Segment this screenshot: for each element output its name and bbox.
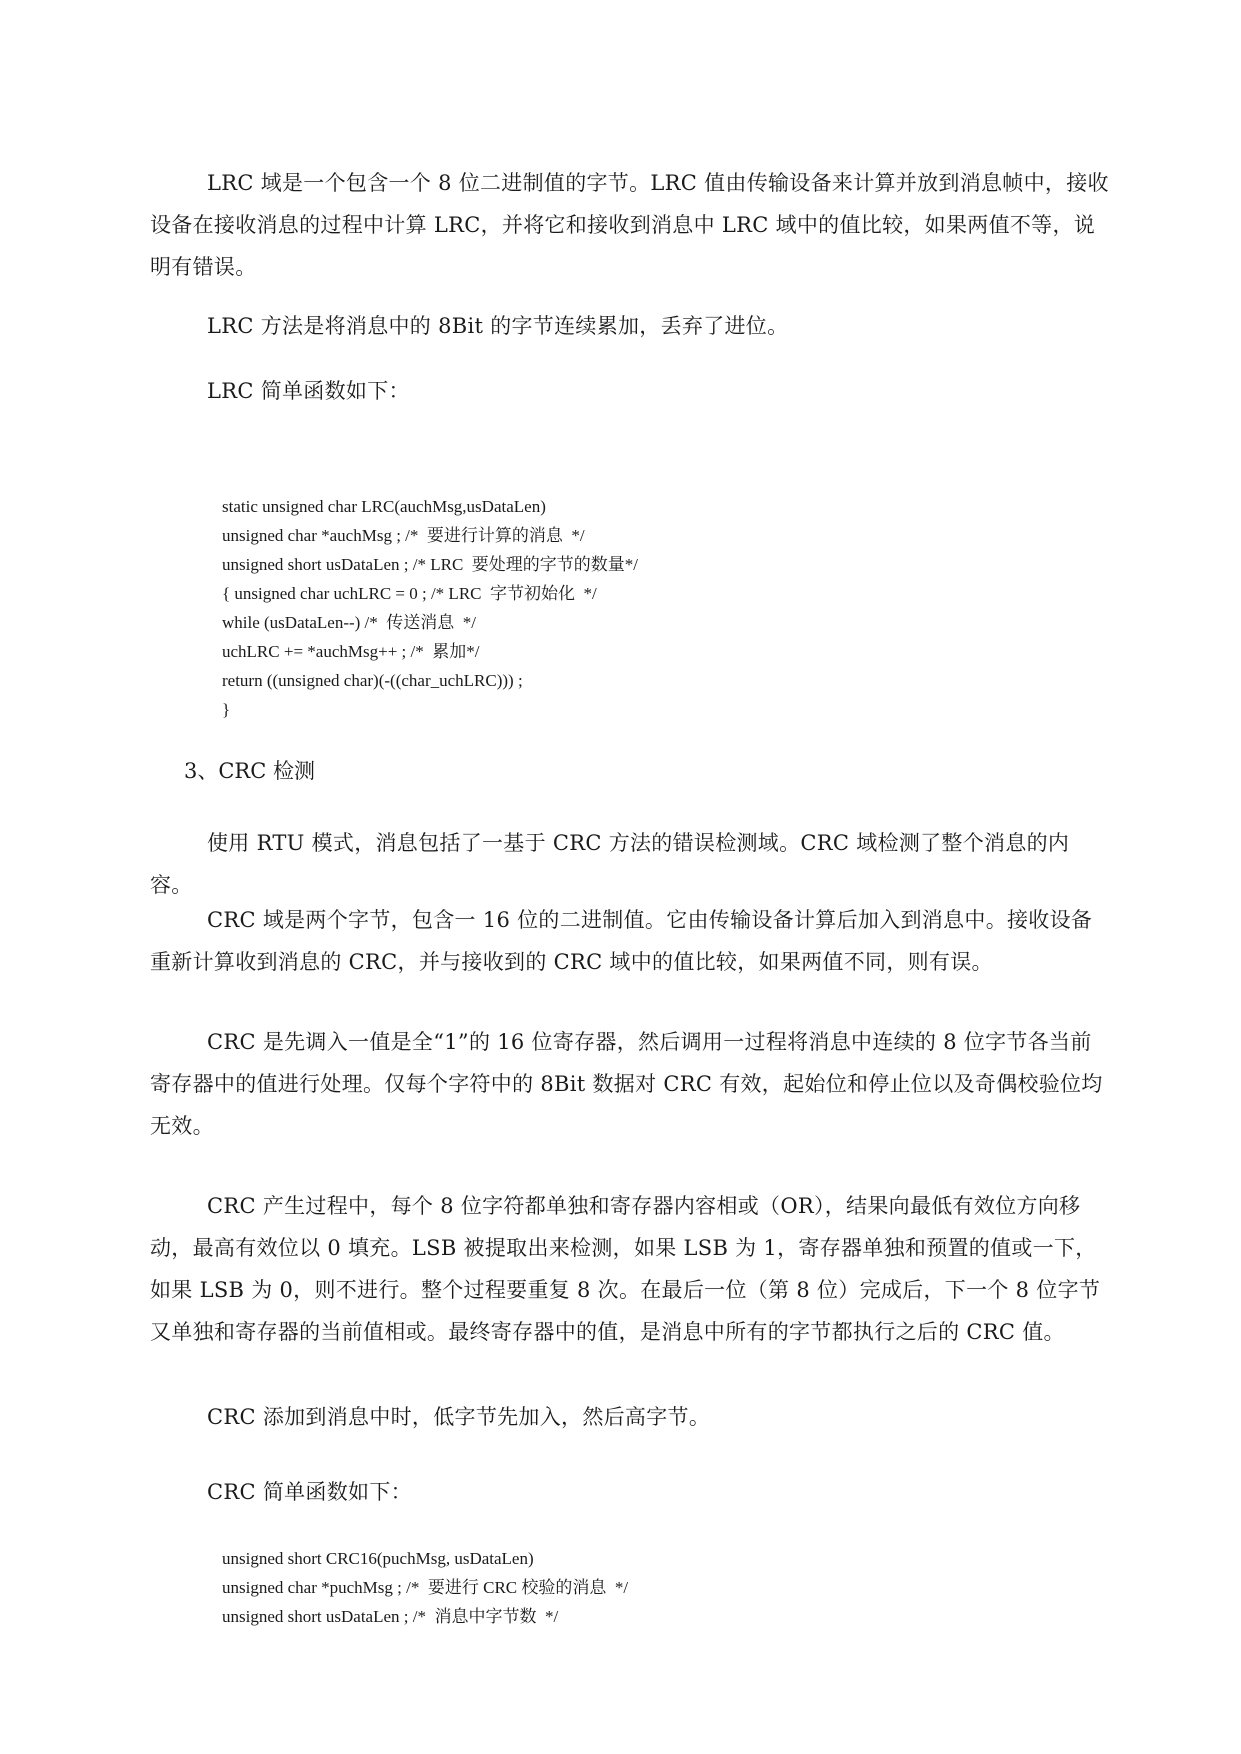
code-line: uchLRC += *auchMsg++ ; /* 累加*/ [222, 642, 480, 661]
paragraph-lrc-function-intro: LRC 简单函数如下： [207, 379, 410, 403]
code-line: } [222, 700, 231, 719]
code-line: while (usDataLen--) /* 传送消息 */ [222, 613, 476, 632]
code-line: unsigned short usDataLen ; /* LRC 要处理的字节的数量*/ [222, 555, 639, 574]
paragraph-crc-field: CRC 域是两个字节，包含一 16 位的二进制值。它由传输设备计算后加入到消息中。接收设备重新计算收到消息的 CRC，并与接收到的 CRC 域中的值比较，如果两值不同，则有误。 [150, 908, 1093, 974]
paragraph-crc-register: CRC 是先调入一值是全“1”的 16 位寄存器，然后调用一过程将消息中连续的 8 位字节各当前寄存器中的值进行处理。仅每个字符中的 8Bit 数据对 CRC 有效，起始位和停止位以及奇偶校验位均无效。 [150, 1030, 1103, 1138]
paragraph-lrc-field: LRC 域是一个包含一个 8 位二进制值的字节。LRC 值由传输设备来计算并放到消息帧中，接收设备在接收消息的过程中计算 LRC，并将它和接收到消息中 LRC 域中的值比较，如果两值不等，说明有错误。 [150, 171, 1109, 279]
code-block-lrc [222, 492, 1102, 724]
code-line: unsigned char *puchMsg ; /* 要进行 CRC 校验的消息 */ [222, 1578, 629, 1597]
code-line: return ((unsigned char)(-((char_uchLRC))) ; [222, 671, 523, 690]
code-line: unsigned short usDataLen ; /* 消息中字节数 */ [222, 1607, 559, 1626]
section-heading-crc: 3、CRC 检测 [184, 759, 315, 783]
code-line: unsigned char *auchMsg ; /* 要进行计算的消息 */ [222, 526, 585, 545]
paragraph-crc-byte-order: CRC 添加到消息中时，低字节先加入，然后高字节。 [207, 1405, 711, 1429]
code-line: { unsigned char uchLRC = 0 ; /* LRC 字节初始化 */ [222, 584, 597, 603]
code-line: unsigned short CRC16(puchMsg, usDataLen) [222, 1549, 534, 1568]
code-block-crc [222, 1544, 1102, 1631]
paragraph-crc-function-intro: CRC 简单函数如下： [207, 1480, 412, 1504]
code-line: static unsigned char LRC(auchMsg,usDataLen) [222, 497, 546, 516]
paragraph-crc-rtu: 使用 RTU 模式，消息包括了一基于 CRC 方法的错误检测域。CRC 域检测了整个消息的内容。 [150, 831, 1070, 897]
paragraph-crc-process: CRC 产生过程中，每个 8 位字符都单独和寄存器内容相或（OR），结果向最低有效位方向移动，最高有效位以 0 填充。LSB 被提取出来检测，如果 LSB 为 1，寄存器单独和预置的值或一下，如果 LSB 为 0，则不进行。整个过程要重复 8 次。在最后一位（第 8 位）完成后，下一个 8 位字节又单独和寄存器的当前值相或。最终寄存器中的值，是消息中所有的字节都执行之后的 CRC 值。 [150, 1194, 1101, 1344]
paragraph-lrc-method: LRC 方法是将消息中的 8Bit 的字节连续累加，丢弃了进位。 [207, 314, 789, 338]
